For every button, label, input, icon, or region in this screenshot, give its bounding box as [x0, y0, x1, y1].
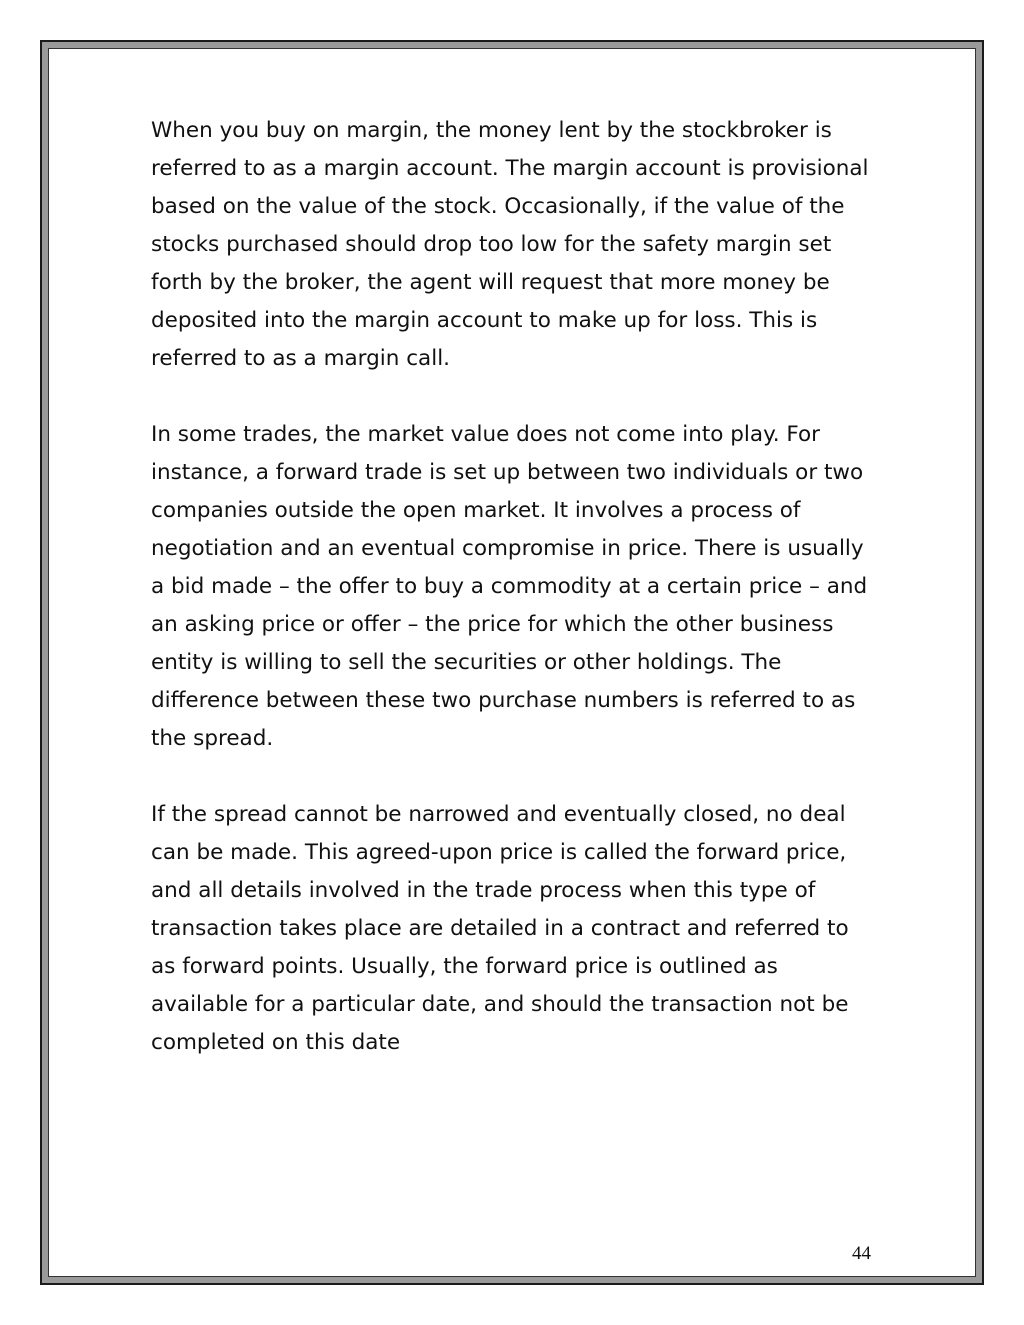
paragraph-forward-trade: In some trades, the market value does not come into play. For instance, a forward trade is set up between two individuals or two companies outside the open market. It involves a process of negotiation and an eventual compromise in price. There is usually a bid made – the offer to buy a commodity at a certain price – and an asking price or offer – the price for which the other business entity is willing to sell the securities or other holdings. The difference between these two purchase numbers is referred to as the spread. — [151, 422, 868, 751]
body-text — [151, 112, 876, 1100]
paragraph-margin-account: When you buy on margin, the money lent by the stockbroker is referred to as a margin account. The margin account is provisional based on the value of the stock. Occasionally, if the value of the stocks purchased should drop too low for the safety margin set forth by the broker, the agent will request that more money be deposited into the margin account to make up for loss. This is referred to as a margin call. — [151, 118, 869, 371]
paragraph-forward-price: If the spread cannot be narrowed and eventually closed, no deal can be made. This agreed-upon price is called the forward price, and all details involved in the trade process when this type of transaction takes place are detailed in a contract and referred to as forward points. Usually, the forward price is outlined as available for a particular date, and should the transaction not be completed on this date — [151, 802, 849, 1055]
page-number: 44 — [852, 1243, 871, 1264]
